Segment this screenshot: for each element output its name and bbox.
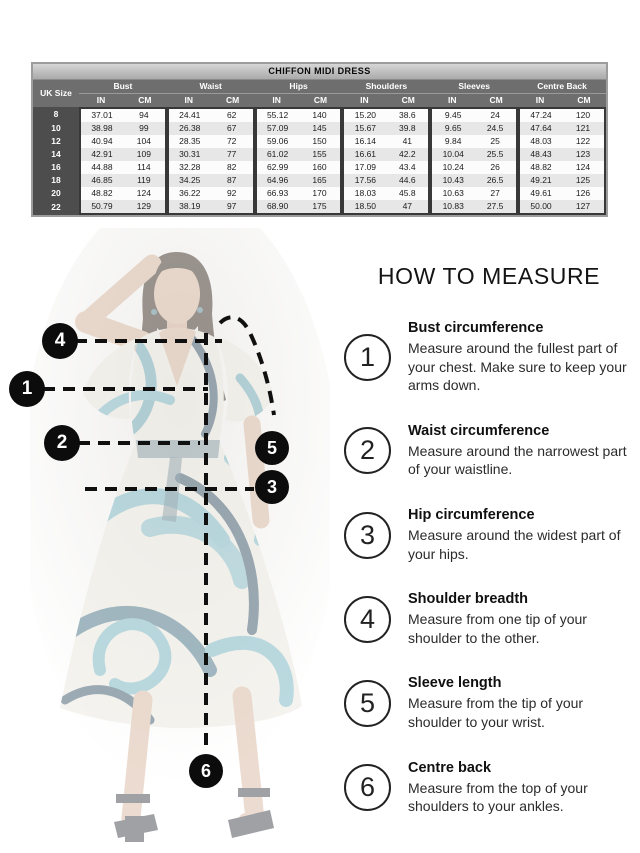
size-chart-table: [33, 80, 606, 215]
group-header: Shoulders: [342, 80, 430, 93]
size-cell: 121: [562, 122, 606, 135]
marker-shoulder: 4: [42, 323, 78, 359]
size-cell: 10.63: [430, 187, 474, 200]
size-row: [33, 135, 606, 148]
size-cell: 16.61: [342, 148, 386, 161]
measure-item: [344, 320, 634, 395]
size-cell: 32.28: [167, 161, 211, 174]
size-label: 8: [33, 107, 79, 122]
measure-title: Centre back: [408, 759, 492, 776]
size-cell: 61.02: [255, 148, 299, 161]
size-cell: 62: [211, 107, 255, 122]
size-cell: 114: [123, 161, 167, 174]
size-cell: 44.88: [79, 161, 123, 174]
size-row: [33, 187, 606, 200]
measure-desc: Measure from the tip of your shoulder to your wrist.: [408, 695, 584, 731]
size-cell: 126: [562, 187, 606, 200]
size-cell: 44.6: [386, 174, 430, 187]
measure-item: [344, 675, 634, 731]
measurement-lines: [30, 228, 330, 853]
size-row: [33, 107, 606, 122]
size-cell: 62.99: [255, 161, 299, 174]
measure-title: Waist circumference: [408, 422, 550, 439]
model-figure: [21, 228, 330, 853]
size-cell: 27.5: [474, 200, 518, 215]
marker-sleeve: 5: [255, 431, 289, 465]
size-cell: 30.31: [167, 148, 211, 161]
size-cell: 109: [123, 148, 167, 161]
size-row: [33, 161, 606, 174]
size-cell: 24.5: [474, 122, 518, 135]
unit-header: CM: [386, 93, 430, 107]
how-to-measure-panel: [344, 263, 634, 844]
size-cell: 48.03: [518, 135, 562, 148]
size-cell: 18.03: [342, 187, 386, 200]
size-cell: 9.45: [430, 107, 474, 122]
step-number-badge: 6: [344, 764, 391, 811]
uk-size-header: UK Size: [33, 80, 79, 107]
size-cell: 92: [211, 187, 255, 200]
step-number-badge: 3: [344, 512, 391, 559]
size-cell: 40.94: [79, 135, 123, 148]
measure-title: Sleeve length: [408, 675, 502, 692]
step-number-badge: 1: [344, 334, 391, 381]
size-cell: 47.24: [518, 107, 562, 122]
size-cell: 82: [211, 161, 255, 174]
measure-desc: Measure from the top of your shoulders to your ankles.: [408, 779, 588, 815]
size-cell: 9.65: [430, 122, 474, 135]
measure-title: Shoulder breadth: [408, 591, 529, 608]
size-chart-title: CHIFFON MIDI DRESS: [33, 64, 606, 80]
size-cell: 16.14: [342, 135, 386, 148]
size-cell: 48.82: [518, 161, 562, 174]
size-cell: 124: [562, 161, 606, 174]
size-cell: 45.8: [386, 187, 430, 200]
size-cell: 18.50: [342, 200, 386, 215]
size-cell: 27: [474, 187, 518, 200]
unit-header: CM: [474, 93, 518, 107]
size-cell: 10.43: [430, 174, 474, 187]
size-cell: 9.84: [430, 135, 474, 148]
sleeve-line: [220, 317, 274, 415]
measure-item: [344, 591, 634, 647]
size-cell: 17.09: [342, 161, 386, 174]
size-cell: 104: [123, 135, 167, 148]
size-cell: 170: [299, 187, 343, 200]
size-chart: [31, 62, 608, 217]
size-cell: 59.06: [255, 135, 299, 148]
size-cell: 123: [562, 148, 606, 161]
size-label: 14: [33, 148, 79, 161]
size-chart-header: [33, 80, 606, 107]
size-cell: 77: [211, 148, 255, 161]
size-cell: 15.67: [342, 122, 386, 135]
size-cell: 160: [299, 161, 343, 174]
size-label: 10: [33, 122, 79, 135]
size-cell: 50.79: [79, 200, 123, 215]
size-cell: 34.25: [167, 174, 211, 187]
size-cell: 37.01: [79, 107, 123, 122]
group-header: Waist: [167, 80, 255, 93]
size-cell: 122: [562, 135, 606, 148]
measure-text: [408, 591, 632, 647]
size-cell: 175: [299, 200, 343, 215]
measure-text: [408, 423, 632, 479]
size-cell: 10.04: [430, 148, 474, 161]
size-cell: 124: [123, 187, 167, 200]
size-cell: 99: [123, 122, 167, 135]
measure-desc: Measure around the fullest part of your chest. Make sure to keep your arms down.: [408, 340, 627, 394]
size-cell: 127: [562, 200, 606, 215]
size-label: 22: [33, 200, 79, 215]
size-cell: 26.38: [167, 122, 211, 135]
size-cell: 119: [123, 174, 167, 187]
size-cell: 36.22: [167, 187, 211, 200]
size-cell: 10.83: [430, 200, 474, 215]
size-cell: 150: [299, 135, 343, 148]
marker-centre-back: 6: [189, 754, 223, 788]
size-cell: 57.09: [255, 122, 299, 135]
measure-text: [408, 675, 632, 731]
size-cell: 42.91: [79, 148, 123, 161]
unit-header: IN: [342, 93, 386, 107]
measure-text: [408, 760, 632, 816]
marker-waist: 2: [44, 425, 80, 461]
size-cell: 140: [299, 107, 343, 122]
measure-text: [408, 507, 632, 563]
size-cell: 28.35: [167, 135, 211, 148]
size-cell: 10.24: [430, 161, 474, 174]
size-row: [33, 174, 606, 187]
size-cell: 24: [474, 107, 518, 122]
marker-bust: 1: [9, 371, 45, 407]
size-cell: 165: [299, 174, 343, 187]
size-cell: 49.61: [518, 187, 562, 200]
size-cell: 25.5: [474, 148, 518, 161]
size-cell: 94: [123, 107, 167, 122]
measure-item: [344, 760, 634, 816]
measure-desc: Measure around the widest part of your hips.: [408, 527, 621, 562]
unit-header: CM: [123, 93, 167, 107]
unit-header: CM: [299, 93, 343, 107]
size-cell: 129: [123, 200, 167, 215]
marker-hip: 3: [255, 470, 289, 504]
size-label: 16: [33, 161, 79, 174]
group-header: Hips: [255, 80, 343, 93]
size-cell: 72: [211, 135, 255, 148]
unit-header: CM: [211, 93, 255, 107]
size-label: 12: [33, 135, 79, 148]
size-row: [33, 122, 606, 135]
unit-header: IN: [518, 93, 562, 107]
group-header: Sleeves: [430, 80, 518, 93]
unit-header: IN: [255, 93, 299, 107]
size-cell: 48.82: [79, 187, 123, 200]
size-row: [33, 200, 606, 215]
size-label: 18: [33, 174, 79, 187]
size-cell: 66.93: [255, 187, 299, 200]
size-cell: 38.19: [167, 200, 211, 215]
size-cell: 97: [211, 200, 255, 215]
size-cell: 47: [386, 200, 430, 215]
size-cell: 120: [562, 107, 606, 122]
group-header: Bust: [79, 80, 167, 93]
size-cell: 87: [211, 174, 255, 187]
size-cell: 49.21: [518, 174, 562, 187]
size-label: 20: [33, 187, 79, 200]
size-cell: 25: [474, 135, 518, 148]
size-cell: 42.2: [386, 148, 430, 161]
group-header: Centre Back: [518, 80, 606, 93]
size-cell: 38.98: [79, 122, 123, 135]
size-cell: 64.96: [255, 174, 299, 187]
measure-desc: Measure from one tip of your shoulder to the other.: [408, 611, 587, 646]
step-number-badge: 4: [344, 596, 391, 643]
size-cell: 41: [386, 135, 430, 148]
measure-list: [344, 320, 634, 816]
measure-desc: Measure around the narrowest part of your waistline.: [408, 442, 627, 478]
size-cell: 46.85: [79, 174, 123, 187]
size-cell: 26.5: [474, 174, 518, 187]
size-cell: 47.64: [518, 122, 562, 135]
measure-title: Bust circumference: [408, 320, 544, 336]
measure-title: Hip circumference: [408, 507, 535, 524]
size-cell: 17.56: [342, 174, 386, 187]
unit-header: IN: [79, 93, 123, 107]
size-row: [33, 148, 606, 161]
size-cell: 155: [299, 148, 343, 161]
measure-item: [344, 507, 634, 563]
size-cell: 50.00: [518, 200, 562, 215]
size-cell: 145: [299, 122, 343, 135]
step-number-badge: 2: [344, 427, 391, 474]
size-cell: 48.43: [518, 148, 562, 161]
size-cell: 26: [474, 161, 518, 174]
unit-header: CM: [562, 93, 606, 107]
how-to-measure-heading: HOW TO MEASURE: [377, 263, 601, 289]
size-cell: 15.20: [342, 107, 386, 122]
unit-header: IN: [167, 93, 211, 107]
size-cell: 24.41: [167, 107, 211, 122]
size-cell: 38.6: [386, 107, 430, 122]
size-cell: 43.4: [386, 161, 430, 174]
unit-header: IN: [430, 93, 474, 107]
measure-text: [408, 320, 632, 395]
size-cell: 39.8: [386, 122, 430, 135]
measure-item: [344, 423, 634, 479]
size-cell: 68.90: [255, 200, 299, 215]
size-cell: 67: [211, 122, 255, 135]
step-number-badge: 5: [344, 680, 391, 727]
size-cell: 125: [562, 174, 606, 187]
size-cell: 55.12: [255, 107, 299, 122]
